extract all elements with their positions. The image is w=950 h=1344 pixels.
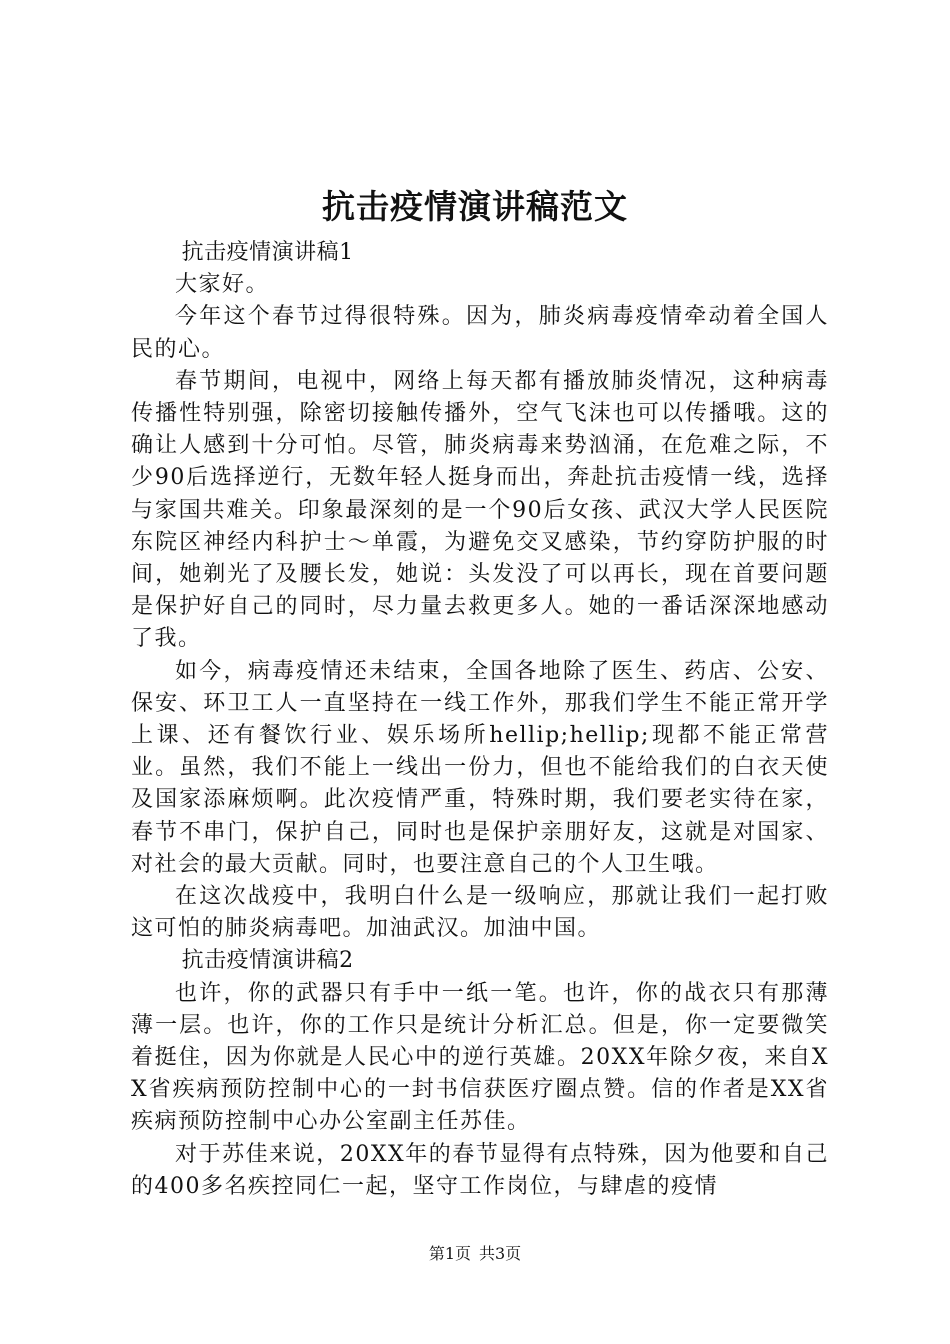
paragraph: 在这次战疫中，我明白什么是一级响应，那就让我们一起打败这可怕的肺炎病毒吧。加油武汉。加油中国。 xyxy=(131,884,829,942)
paragraph: 大家好。 xyxy=(175,272,270,298)
page-total: 共3页 xyxy=(479,1244,522,1263)
paragraph: 也许，你的武器只有手中一纸一笔。也许，你的战衣只有那薄薄一层。也许，你的工作只是统计分析汇总。但是，你一定要微笑着挺住，因为你就是人民心中的逆行英雄。20XX年除夕夜，来自XX省疾病预防控制中心的一封书信获医疗圈点赞。信的作者是XX省疾病预防控制中心办公室副主任苏佳。 xyxy=(131,980,829,1135)
paragraph: 春节期间，电视中，网络上每天都有播放肺炎情况，这种病毒传播性特别强，除密切接触传播外，空气飞沫也可以传播哦。这的确让人感到十分可怕。尽管，肺炎病毒来势汹涌，在危难之际，不少90后选择逆行，无数年轻人挺身而出，奔赴抗击疫情一线，选择与家国共难关。印象最深刻的是一个90后女孩、武汉大学人民医院东院区神经内科护士～单霞，为避免交叉感染，节约穿防护服的时间，她剃光了及腰长发，她说：头发没了可以再长，现在首要问题是保护好自己的同时，尽力量去救更多人。她的一番话深深地感动了我。 xyxy=(131,368,829,652)
section-heading: 抗击疫情演讲稿1 xyxy=(181,240,354,265)
document-title: 抗击疫情演讲稿范文 xyxy=(322,187,628,226)
page-number: 第1页 xyxy=(428,1244,471,1263)
paragraph: 如今，病毒疫情还未结束，全国各地除了医生、药店、公安、保安、环卫工人一直坚持在一线工作外，那我们学生不能正常开学上课、还有餐饮行业、娱乐场所hellip;hellip;现都不能正常营业。虽然，我们不能上一线出一份力，但也不能给我们的白衣天使及国家添麻烦啊。此次疫情严重，特殊时期，我们要老实待在家，春节不串门，保护自己，同时也是保护亲朋好友，这就是对国家、对社会的最大贡献。同时，也要注意自己的个人卫生哦。 xyxy=(131,658,829,877)
document-body xyxy=(131,237,829,1203)
paragraph: 今年这个春节过得很特殊。因为，肺炎病毒疫情牵动着全国人民的心。 xyxy=(131,304,829,362)
page-footer xyxy=(0,1242,950,1266)
paragraph: 对于苏佳来说，20XX年的春节显得有点特殊，因为他要和自己的400多名疾控同仁一起，坚守工作岗位，与肆虐的疫情 xyxy=(131,1141,829,1199)
section-heading: 抗击疫情演讲稿2 xyxy=(181,948,354,974)
